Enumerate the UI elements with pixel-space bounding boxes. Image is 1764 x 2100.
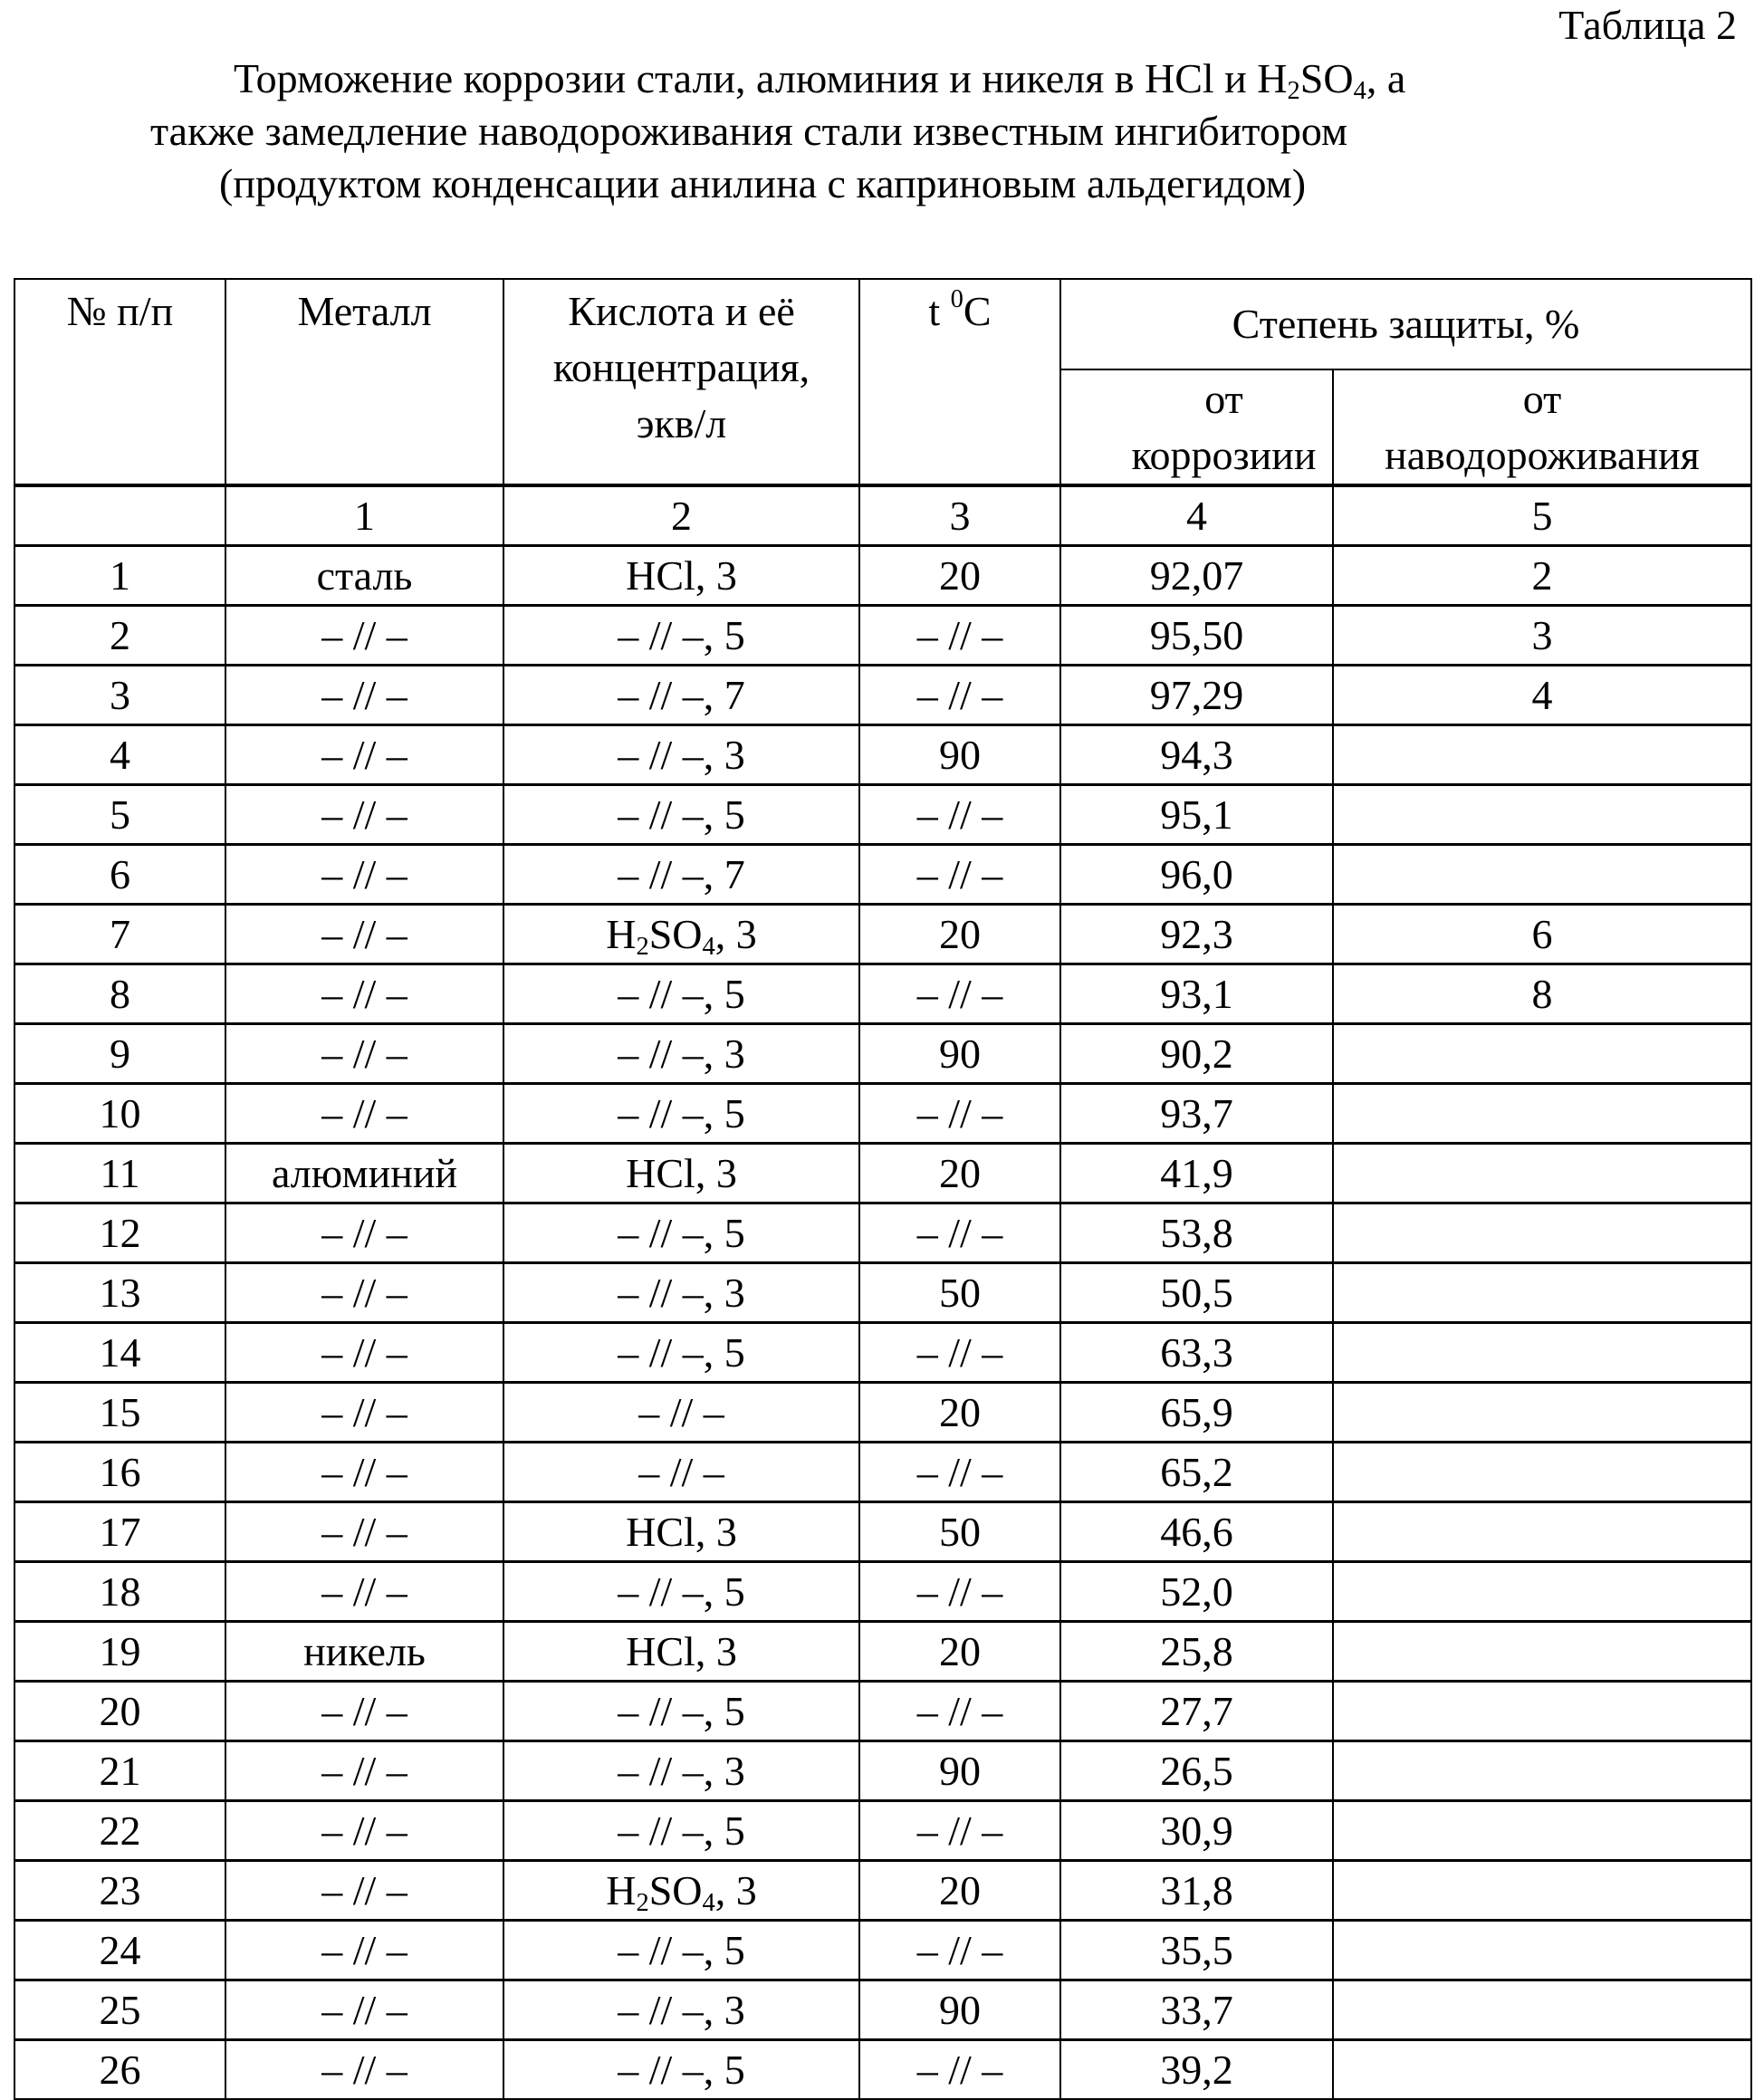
title-line-1-mid: SO	[1300, 55, 1354, 101]
cell-corrosion-protection: 94,3	[1060, 725, 1333, 785]
cell-number: 21	[14, 1741, 225, 1801]
cell-acid: – // –, 5	[503, 1921, 859, 1980]
cell-temperature: – // –	[859, 1203, 1060, 1263]
cell-corrosion-protection: 31,8	[1060, 1861, 1333, 1921]
table-row	[14, 666, 1751, 725]
cell-hydrogenation-protection	[1333, 1203, 1751, 1263]
cell-acid: – // –, 3	[503, 1263, 859, 1323]
table-row	[14, 2040, 1751, 2100]
header-from-hydrogenation: от наводороживания	[1333, 369, 1751, 485]
temp-c: C	[963, 288, 992, 334]
cell-number: 17	[14, 1502, 225, 1562]
cell-temperature: – // –	[859, 964, 1060, 1024]
cell-corrosion-protection: 39,2	[1060, 2040, 1333, 2100]
cell-corrosion-protection: 96,0	[1060, 845, 1333, 905]
cell-number: 18	[14, 1562, 225, 1622]
temp-degree: 0	[951, 285, 963, 313]
cell-number: 10	[14, 1084, 225, 1144]
cell-hydrogenation-protection	[1333, 1144, 1751, 1203]
cell-corrosion-protection: 25,8	[1060, 1622, 1333, 1682]
cell-number: 12	[14, 1203, 225, 1263]
cell-corrosion-protection: 95,50	[1060, 606, 1333, 666]
cell-hydrogenation-protection	[1333, 1024, 1751, 1084]
table-row	[14, 1443, 1751, 1502]
table-row	[14, 1383, 1751, 1443]
cell-metal: – // –	[225, 1323, 503, 1383]
cell-hydrogenation-protection	[1333, 1562, 1751, 1622]
cell-corrosion-protection: 50,5	[1060, 1263, 1333, 1323]
cell-metal: – // –	[225, 1801, 503, 1861]
column-number: 5	[1333, 485, 1751, 546]
cell-temperature: 20	[859, 1622, 1060, 1682]
cell-hydrogenation-protection	[1333, 1383, 1751, 1443]
table-row	[14, 1682, 1751, 1741]
table-row	[14, 1921, 1751, 1980]
title-subscript-2: 4	[1354, 77, 1366, 105]
cell-corrosion-protection: 52,0	[1060, 1562, 1333, 1622]
cell-metal: – // –	[225, 845, 503, 905]
cell-hydrogenation-protection	[1333, 1502, 1751, 1562]
cell-temperature: – // –	[859, 1921, 1060, 1980]
table-row	[14, 905, 1751, 964]
cell-hydrogenation-protection	[1333, 2040, 1751, 2100]
table-row	[14, 1622, 1751, 1682]
cell-hydrogenation-protection	[1333, 1861, 1751, 1921]
cell-metal: – // –	[225, 905, 503, 964]
cell-metal: – // –	[225, 1682, 503, 1741]
cell-metal: сталь	[225, 546, 503, 606]
cell-hydrogenation-protection: 4	[1333, 666, 1751, 725]
cell-acid: – // –, 3	[503, 1024, 859, 1084]
cell-acid: – // –, 5	[503, 606, 859, 666]
cell-corrosion-protection: 33,7	[1060, 1980, 1333, 2040]
cell-number: 26	[14, 2040, 225, 2100]
cell-temperature: – // –	[859, 666, 1060, 725]
title-line-1-end: , а	[1366, 55, 1405, 101]
cell-hydrogenation-protection	[1333, 785, 1751, 845]
cell-temperature: – // –	[859, 1443, 1060, 1502]
data-table	[14, 278, 1752, 2100]
cell-metal: – // –	[225, 1741, 503, 1801]
cell-acid: – // –, 7	[503, 666, 859, 725]
cell-hydrogenation-protection	[1333, 1323, 1751, 1383]
cell-hydrogenation-protection	[1333, 1801, 1751, 1861]
cell-acid: – // –, 5	[503, 1801, 859, 1861]
cell-metal: – // –	[225, 1980, 503, 2040]
table-row	[14, 1144, 1751, 1203]
cell-acid: – // –, 5	[503, 2040, 859, 2100]
cell-number: 16	[14, 1443, 225, 1502]
cell-number: 2	[14, 606, 225, 666]
cell-temperature: 90	[859, 1024, 1060, 1084]
cell-metal: – // –	[225, 1203, 503, 1263]
header-from-corrosion: от коррозиии	[1060, 369, 1333, 485]
cell-hydrogenation-protection: 3	[1333, 606, 1751, 666]
cell-corrosion-protection: 97,29	[1060, 666, 1333, 725]
cell-acid: – // –	[503, 1383, 859, 1443]
cell-acid: HCl, 3	[503, 1502, 859, 1562]
cell-hydrogenation-protection	[1333, 1084, 1751, 1144]
cell-metal: – // –	[225, 1263, 503, 1323]
cell-temperature: – // –	[859, 1562, 1060, 1622]
cell-metal: – // –	[225, 666, 503, 725]
cell-corrosion-protection: 92,07	[1060, 546, 1333, 606]
cell-hydrogenation-protection	[1333, 1682, 1751, 1741]
cell-temperature: 20	[859, 905, 1060, 964]
cell-corrosion-protection: 30,9	[1060, 1801, 1333, 1861]
table-row	[14, 1502, 1751, 1562]
cell-corrosion-protection: 93,1	[1060, 964, 1333, 1024]
cell-hydrogenation-protection: 2	[1333, 546, 1751, 606]
cell-corrosion-protection: 90,2	[1060, 1024, 1333, 1084]
cell-hydrogenation-protection	[1333, 1443, 1751, 1502]
cell-corrosion-protection: 63,3	[1060, 1323, 1333, 1383]
cell-acid: – // –	[503, 1443, 859, 1502]
header-num: № п/п	[14, 279, 225, 485]
cell-number: 22	[14, 1801, 225, 1861]
cell-acid: – // –, 5	[503, 1682, 859, 1741]
cell-temperature: 90	[859, 725, 1060, 785]
cell-number: 3	[14, 666, 225, 725]
table-row	[14, 546, 1751, 606]
cell-corrosion-protection: 46,6	[1060, 1502, 1333, 1562]
cell-hydrogenation-protection	[1333, 1980, 1751, 2040]
cell-metal: – // –	[225, 1084, 503, 1144]
cell-temperature: – // –	[859, 2040, 1060, 2100]
cell-temperature: – // –	[859, 1323, 1060, 1383]
cell-metal: – // –	[225, 606, 503, 666]
cell-acid: H2SO4, 3	[503, 1861, 859, 1921]
cell-acid: – // –, 3	[503, 1741, 859, 1801]
cell-acid: – // –, 7	[503, 845, 859, 905]
cell-temperature: 20	[859, 1144, 1060, 1203]
temp-t: t	[928, 288, 950, 334]
table-caption: Таблица 2	[1558, 2, 1737, 49]
table-row	[14, 606, 1751, 666]
cell-acid: – // –, 5	[503, 1084, 859, 1144]
table-row	[14, 1203, 1751, 1263]
cell-number: 15	[14, 1383, 225, 1443]
cell-temperature: 20	[859, 1383, 1060, 1443]
cell-corrosion-protection: 26,5	[1060, 1741, 1333, 1801]
table-row	[14, 1084, 1751, 1144]
cell-acid: – // –, 5	[503, 1562, 859, 1622]
cell-temperature: 90	[859, 1741, 1060, 1801]
cell-acid: – // –, 5	[503, 1203, 859, 1263]
cell-hydrogenation-protection	[1333, 725, 1751, 785]
cell-corrosion-protection: 65,9	[1060, 1383, 1333, 1443]
cell-metal: – // –	[225, 785, 503, 845]
cell-hydrogenation-protection	[1333, 1741, 1751, 1801]
cell-metal: алюминий	[225, 1144, 503, 1203]
cell-acid: – // –, 3	[503, 1980, 859, 2040]
cell-acid: HCl, 3	[503, 1144, 859, 1203]
cell-number: 7	[14, 905, 225, 964]
cell-temperature: – // –	[859, 1084, 1060, 1144]
table-row	[14, 725, 1751, 785]
table-row	[14, 845, 1751, 905]
cell-corrosion-protection: 95,1	[1060, 785, 1333, 845]
cell-metal: – // –	[225, 1383, 503, 1443]
cell-number: 23	[14, 1861, 225, 1921]
cell-number: 11	[14, 1144, 225, 1203]
cell-number: 1	[14, 546, 225, 606]
cell-number: 14	[14, 1323, 225, 1383]
cell-metal: – // –	[225, 2040, 503, 2100]
title-line-1	[0, 53, 1764, 105]
column-number-row	[14, 485, 1751, 546]
cell-hydrogenation-protection	[1333, 845, 1751, 905]
cell-number: 4	[14, 725, 225, 785]
header-temperature	[859, 279, 1060, 485]
table-row	[14, 964, 1751, 1024]
header-acid: Кислота и её концентрация, экв/л	[503, 279, 859, 485]
cell-corrosion-protection: 53,8	[1060, 1203, 1333, 1263]
cell-metal: – // –	[225, 1443, 503, 1502]
cell-metal: – // –	[225, 725, 503, 785]
title-subscript: 2	[1288, 77, 1300, 105]
cell-number: 20	[14, 1682, 225, 1741]
cell-number: 24	[14, 1921, 225, 1980]
cell-hydrogenation-protection	[1333, 1622, 1751, 1682]
cell-acid: HCl, 3	[503, 1622, 859, 1682]
table-row	[14, 1323, 1751, 1383]
column-number: 2	[503, 485, 859, 546]
cell-temperature: – // –	[859, 785, 1060, 845]
cell-temperature: – // –	[859, 1682, 1060, 1741]
header-protection: Степень защиты, %	[1060, 279, 1751, 369]
cell-number: 5	[14, 785, 225, 845]
cell-hydrogenation-protection: 6	[1333, 905, 1751, 964]
cell-number: 8	[14, 964, 225, 1024]
cell-acid: HCl, 3	[503, 546, 859, 606]
cell-temperature: 20	[859, 546, 1060, 606]
cell-temperature: – // –	[859, 845, 1060, 905]
cell-acid: – // –, 5	[503, 785, 859, 845]
cell-corrosion-protection: 92,3	[1060, 905, 1333, 964]
cell-temperature: – // –	[859, 1801, 1060, 1861]
cell-acid: – // –, 5	[503, 964, 859, 1024]
cell-acid: – // –, 5	[503, 1323, 859, 1383]
cell-number: 13	[14, 1263, 225, 1323]
cell-temperature: 50	[859, 1263, 1060, 1323]
column-number	[14, 485, 225, 546]
cell-corrosion-protection: 41,9	[1060, 1144, 1333, 1203]
cell-metal: – // –	[225, 1502, 503, 1562]
cell-temperature: – // –	[859, 606, 1060, 666]
cell-hydrogenation-protection	[1333, 1263, 1751, 1323]
cell-metal: – // –	[225, 1562, 503, 1622]
table-row	[14, 1741, 1751, 1801]
table-title	[0, 53, 1764, 210]
column-number: 1	[225, 485, 503, 546]
cell-corrosion-protection: 35,5	[1060, 1921, 1333, 1980]
table-row	[14, 1263, 1751, 1323]
cell-metal: – // –	[225, 964, 503, 1024]
column-number: 3	[859, 485, 1060, 546]
title-line-1-text: Торможение коррозии стали, алюминия и никеля в HCl и H	[234, 55, 1288, 101]
table-row	[14, 1861, 1751, 1921]
cell-metal: – // –	[225, 1921, 503, 1980]
table-row	[14, 1801, 1751, 1861]
cell-corrosion-protection: 93,7	[1060, 1084, 1333, 1144]
table-row	[14, 1024, 1751, 1084]
cell-number: 9	[14, 1024, 225, 1084]
table-row	[14, 1562, 1751, 1622]
table-row	[14, 785, 1751, 845]
cell-hydrogenation-protection: 8	[1333, 964, 1751, 1024]
cell-hydrogenation-protection	[1333, 1921, 1751, 1980]
cell-acid: H2SO4, 3	[503, 905, 859, 964]
cell-temperature: 20	[859, 1861, 1060, 1921]
cell-number: 19	[14, 1622, 225, 1682]
cell-corrosion-protection: 65,2	[1060, 1443, 1333, 1502]
cell-corrosion-protection: 27,7	[1060, 1682, 1333, 1741]
cell-metal: – // –	[225, 1024, 503, 1084]
cell-metal: – // –	[225, 1861, 503, 1921]
cell-acid: – // –, 3	[503, 725, 859, 785]
header-metal: Металл	[225, 279, 503, 485]
cell-number: 6	[14, 845, 225, 905]
column-number: 4	[1060, 485, 1333, 546]
cell-metal: никель	[225, 1622, 503, 1682]
title-line-2: также замедление наводороживания стали известным ингибитором	[0, 105, 1764, 158]
title-line-3: (продуктом конденсации анилина с каприновым альдегидом)	[0, 158, 1764, 210]
table-row	[14, 1980, 1751, 2040]
cell-temperature: 90	[859, 1980, 1060, 2040]
cell-temperature: 50	[859, 1502, 1060, 1562]
cell-number: 25	[14, 1980, 225, 2040]
